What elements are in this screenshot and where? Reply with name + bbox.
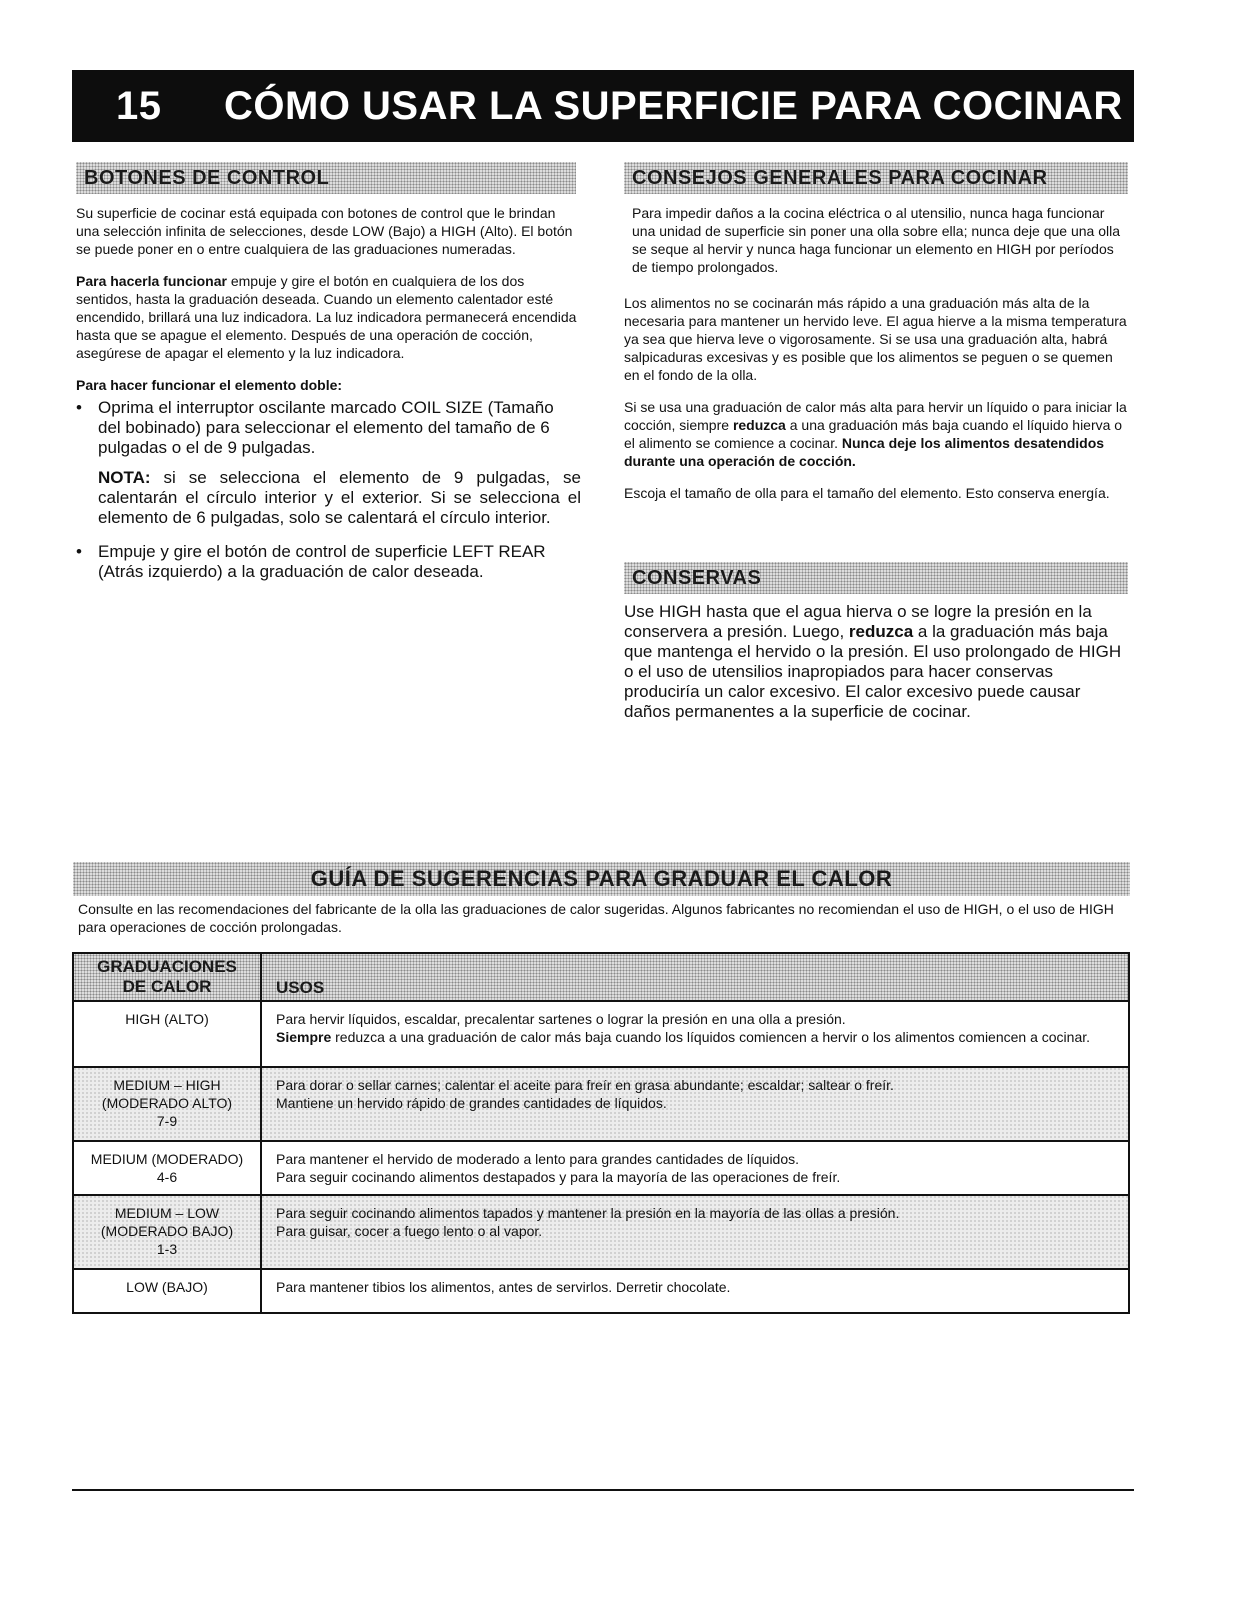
usage-line: Para hervir líquidos, escaldar, precalentar sartenes o lograr la presión en una olla a presión. (276, 1011, 846, 1027)
bullet-dot: • (76, 542, 82, 561)
column-header-graduaciones-line1: GRADUACIONES (97, 957, 237, 976)
setting-line: MEDIUM – LOW (114, 1205, 220, 1221)
setting-line: (MODERADO ALTO) (101, 1095, 233, 1111)
setting-line: LOW (BAJO) (126, 1279, 208, 1295)
column-header-graduaciones-line2: DE CALOR (122, 977, 212, 996)
usage-cell (261, 1195, 1129, 1269)
table-row (73, 1269, 1129, 1313)
bullet-text-2: Empuje y gire el botón de control de superficie LEFT REAR (Atrás izquierdo) a la graduación de calor deseada. (98, 542, 546, 581)
botones-column (76, 204, 581, 592)
nota-text: si se selecciona el elemento de 9 pulgadas, se calentarán el círculo interior y el exterior. Si se selecciona el elemento de 6 pulgadas, solo se calentará el círculo interior. (98, 468, 581, 527)
usage-line: Para dorar o sellar carnes; calentar el aceite para freír en grasa abundante; escaldar; saltear o freír. (276, 1077, 894, 1093)
consejos-column (624, 204, 1130, 516)
bullet-item-1 (76, 398, 581, 458)
column-header-usos: USOS (261, 953, 1129, 1001)
conservas-p-a: Use HIGH hasta que el agua hierva o se logre la presión en la conservera a presión. Luego, (624, 602, 1092, 641)
botones-paragraph-1: Su superficie de cocinar está equipada con botones de control que le brindan una selección infinita de selecciones, desde LOW (Bajo) a HIGH (Alto). El botón se puede poner en o entre cualquiera de las graduaciones numeradas. (76, 205, 573, 257)
usage-cell (261, 1001, 1129, 1067)
table-header-row (73, 953, 1129, 1001)
setting-line: 7-9 (156, 1113, 178, 1129)
usage-line: Para guisar, cocer a fuego lento o al vapor. (276, 1223, 543, 1239)
consejos-p3-c: a una graduación más baja cuando el líquido hierva o el alimento se comience a cocinar. (624, 417, 1123, 451)
section-heading-botones: BOTONES DE CONTROL (76, 162, 576, 194)
column-header-graduaciones (73, 953, 261, 1001)
conservas-column (624, 602, 1130, 736)
conservas-paragraph (624, 602, 1130, 722)
setting-line: 1-3 (156, 1241, 178, 1257)
consejos-p3-b: reduzca (732, 417, 786, 433)
setting-cell (73, 1067, 261, 1141)
bullet-dot: • (76, 398, 82, 417)
usage-line: Para seguir cocinando alimentos destapados y para la mayoría de las operaciones de freír. (276, 1169, 841, 1185)
doble-heading (76, 376, 581, 394)
setting-line: MEDIUM – HIGH (113, 1077, 221, 1093)
section-heading-guia: GUÍA DE SUGERENCIAS PARA GRADUAR EL CALOR (73, 862, 1130, 896)
setting-line: HIGH (ALTO) (125, 1011, 209, 1027)
bullet-item-2 (76, 542, 581, 582)
setting-line: 4-6 (156, 1169, 178, 1185)
consejos-paragraph-3 (624, 398, 1130, 470)
table-row (73, 1001, 1129, 1067)
page-title-banner (72, 70, 1134, 142)
usage-bold: Siempre (276, 1029, 332, 1045)
setting-cell (73, 1141, 261, 1195)
heat-settings-table (72, 952, 1130, 1314)
section-heading-conservas: CONSERVAS (624, 562, 1128, 594)
consejos-paragraph-2: Los alimentos no se cocinarán más rápido a una graduación más alta de la necesaria para mantener un hervido leve. El agua hierve a la misma temperatura ya sea que hierva leve o vigorosamente. Si se usa una graduación alta, habrá salpicaduras excesivas y es posible que los alimentos se peguen o se quemen en el fondo de la olla. (624, 295, 1127, 383)
setting-line: (MODERADO BAJO) (100, 1223, 234, 1239)
botones-paragraph-2 (76, 272, 581, 362)
consejos-paragraph-4: Escoja el tamaño de olla para el tamaño del elemento. Esto conserva energía. (624, 485, 1110, 501)
botones-p2-rest: empuje y gire el botón en cualquiera de los dos sentidos, hasta la graduación deseada. Cuando un elemento calentador esté encendido, brillará una luz indicadora. La luz indicadora permanecerá encendida hasta que se apague el elemento. Después de una operación de cocción, asegúrese de apagar el elemento y la luz indicadora. (76, 273, 577, 361)
usage-line (276, 1028, 1114, 1046)
bullet-text-1: Oprima el interruptor oscilante marcado COIL SIZE (Tamaño del bobinado) para seleccionar el elemento del tamaño de 6 pulgadas o el de 9 pulgadas. (98, 398, 554, 457)
consejos-p3-a: Si se usa una graduación de calor más alta para hervir un líquido o para iniciar la cocción, siempre (624, 399, 1127, 433)
table-row (73, 1195, 1129, 1269)
usage-cell (261, 1067, 1129, 1141)
usage-line: Para mantener tibios los alimentos, antes de servirlos. Derretir chocolate. (276, 1279, 731, 1295)
usage-line: Mantiene un hervido rápido de grandes cantidades de líquidos. (276, 1095, 667, 1111)
consejos-paragraph-1: Para impedir daños a la cocina eléctrica o al utensilio, nunca haga funcionar una unidad de superficie sin poner una olla sobre ella; nunca deje que una olla se seque al hervir y nunca haga funcionar un elemento en HIGH por períodos de tiempo prolongados. (632, 205, 1121, 275)
setting-cell (73, 1195, 261, 1269)
doble-heading-text: Para hacer funcionar el elemento doble: (76, 377, 343, 393)
page-title: CÓMO USAR LA SUPERFICIE PARA COCINAR (224, 83, 1123, 128)
nota-label: NOTA: (98, 468, 151, 487)
nota-block (98, 468, 581, 528)
usage-text: reduzca a una graduación de calor más baja cuando los líquidos comiencen a hervir o los alimentos comiencen a cocinar. (331, 1029, 1091, 1045)
setting-cell (73, 1001, 261, 1067)
conservas-p-c: a la graduación más baja que mantenga el hervido o la presión. El uso prolongado de HIGH o el uso de utensilios inapropiados para hacer conservas produciría un calor excesivo. El calor excesivo puede causar daños permanentes a la superficie de cocinar. (624, 622, 1122, 721)
conservas-p-b: reduzca (848, 622, 914, 641)
section-heading-consejos: CONSEJOS GENERALES PARA COCINAR (624, 162, 1128, 194)
setting-line: MEDIUM (MODERADO) (90, 1151, 244, 1167)
botones-p2-bold: Para hacerla funcionar (76, 273, 227, 289)
table-row (73, 1141, 1129, 1195)
consejos-p3-d: Nunca deje los alimentos desatendidos durante una operación de cocción. (624, 435, 1105, 469)
guia-intro: Consulte en las recomendaciones del fabricante de la olla las graduaciones de calor sugeridas. Algunos fabricantes no recomiendan el uso de HIGH, o el uso de HIGH para operaciones de cocción prolongadas. (78, 901, 1114, 935)
setting-cell (73, 1269, 261, 1313)
usage-line: Para seguir cocinando alimentos tapados y mantener la presión en la mayoría de las ollas a presión. (276, 1205, 900, 1221)
page-number: 15 (116, 83, 162, 128)
usage-cell (261, 1141, 1129, 1195)
usage-line: Para mantener el hervido de moderado a lento para grandes cantidades de líquidos. (276, 1151, 800, 1167)
usage-cell (261, 1269, 1129, 1313)
table-row (73, 1067, 1129, 1141)
footer-rule (72, 1489, 1134, 1491)
